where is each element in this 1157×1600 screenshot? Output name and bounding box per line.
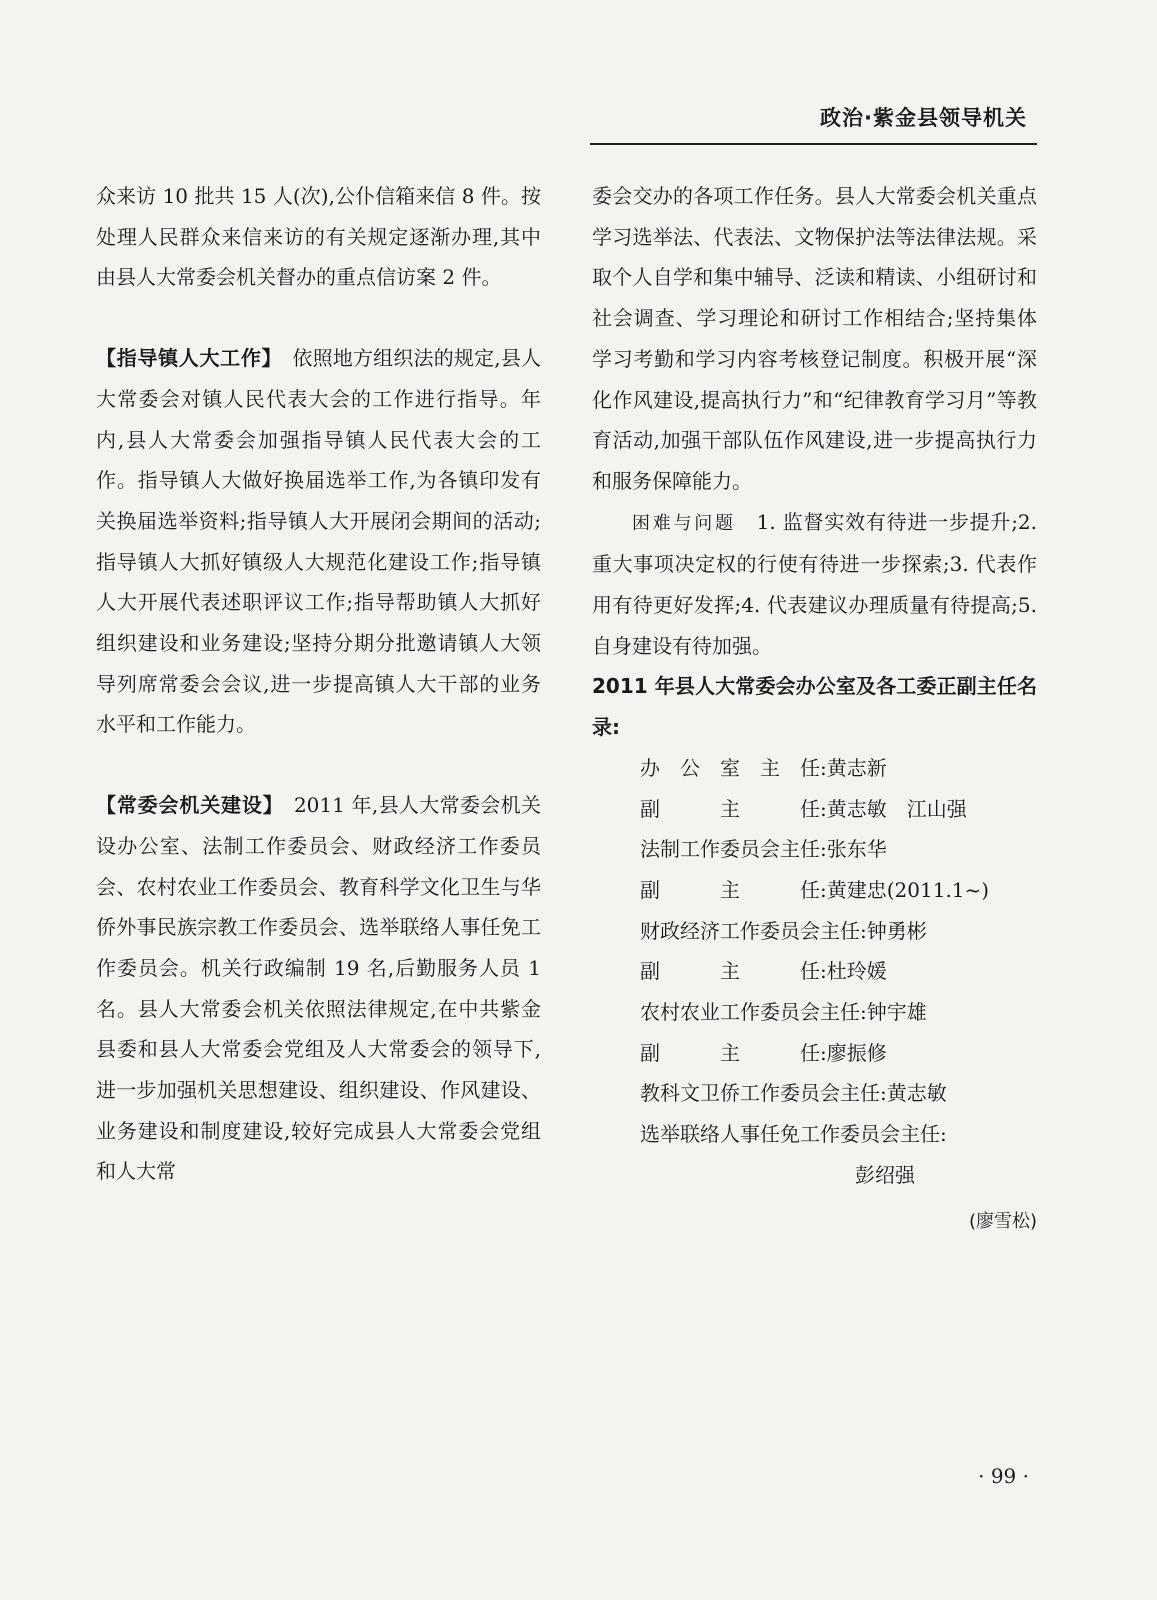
section-text: 2011 年,县人大常委会机关设办公室、法制工作委员会、财政经济工作委员会、农村农业工作委员会、教育科学文化卫生与华侨外事民族宗教工作委员会、选举联络人事任免工作委员会。机关行政编制 19 名,后勤服务人员 1 名。县人大常委会机关依照法律规定,在中共紫金县委和县人大常委会党组及人大常委会的领导下,进一步加强机关思想建设、组织建设、作风建设、业务建设和制度建设,较好完成县人大常委会党组和人大常: [96, 793, 541, 1184]
right-column: [592, 176, 1037, 1242]
paragraph-letters-visits: 众来访 10 批共 15 人(次),公仆信箱来信 8 件。按处理人民群众来信来访的有关规定逐渐办理,其中由县人大常委会机关督办的重点信访案 2 件。: [96, 184, 541, 290]
running-header: 政治·紫金县领导机关: [820, 106, 1027, 130]
roster-row: [640, 789, 1037, 830]
roster-row: 农村农业工作委员会主任:钟宇雄: [640, 1000, 927, 1025]
roster-row: 选举联络人事任免工作委员会主任:: [640, 1122, 947, 1147]
roster-row: [640, 870, 1037, 911]
roster-row: [640, 1033, 1037, 1074]
roster-row: 财政经济工作委员会主任:钟勇彬: [640, 918, 927, 943]
paragraph-organ-study: 委会交办的各项工作任务。县人大常委会机关重点学习选举法、代表法、文物保护法等法律法规。采取个人自学和集中辅导、泛读和精读、小组研讨和社会调查、学习理论和研讨工作相结合;坚持集体学习考勤和学习内容考核登记制度。积极开展“深化作风建设,提高执行力”和“纪律教育学习月”等教育活动,加强干部队伍作风建设,进一步提高执行力和服务保障能力。: [592, 184, 1037, 493]
roster-row: [640, 748, 1037, 789]
section-organ-building: [96, 785, 541, 1192]
problems-text: 1. 监督实效有待进一步提升;2. 重大事项决定权的行使有待进一步探索;3. 代表作用有待更好发挥;4. 代表建议办理质量有待提高;5. 自身建设有待加强。: [592, 509, 1038, 658]
roster-name: :黄建忠(2011.1~): [820, 877, 990, 902]
page-number: · 99 ·: [978, 1464, 1029, 1488]
paragraph-problems: [592, 502, 1037, 667]
roster-row: [640, 951, 1037, 992]
left-column: [96, 176, 541, 1192]
roster-name: :杜玲媛: [820, 959, 887, 984]
roster-row: 彭绍强: [855, 1162, 915, 1187]
roster-name: :黄志新: [820, 755, 887, 780]
roster-role: 办 公 室 主 任: [640, 755, 820, 780]
section-guide-town-congress: [96, 338, 541, 745]
roster-role: 副 主 任: [640, 877, 820, 902]
roster-role: 副 主 任: [640, 959, 820, 984]
roster-list: [592, 748, 1037, 1196]
section-title: 【指导镇人大工作】: [96, 346, 273, 371]
roster-row: 教科文卫侨工作委员会主任:黄志敏: [640, 1081, 947, 1106]
roster-title: 2011 年县人大常委会办公室及各工委正副主任名录:: [592, 674, 1037, 740]
roster-role: 副 主 任: [640, 796, 820, 821]
author-credit: (廖雪松): [968, 1210, 1037, 1232]
roster-name: :廖振修: [820, 1040, 887, 1065]
roster-role: 副 主 任: [640, 1040, 820, 1065]
header-rule: [590, 143, 1037, 145]
roster-name: :黄志敏 江山强: [820, 796, 967, 821]
section-title: 【常委会机关建设】: [96, 793, 274, 818]
section-text: 依照地方组织法的规定,县人大常委会对镇人民代表大会的工作进行指导。年内,县人大常委会加强指导镇人民代表大会的工作。指导镇人大做好换届选举工作,为各镇印发有关换届选举资料;指导镇人大开展闭会期间的活动;指导镇人大抓好镇级人大规范化建设工作;指导镇人大开展代表述职评议工作;指导帮助镇人大抓好组织建设和业务建设;坚持分期分批邀请镇人大领导列席常委会会议,进一步提高镇人大干部的业务水平和工作能力。: [96, 346, 542, 737]
problems-heading: 困难与问题: [632, 512, 736, 534]
roster-row: 法制工作委员会主任:张东华: [640, 837, 887, 862]
